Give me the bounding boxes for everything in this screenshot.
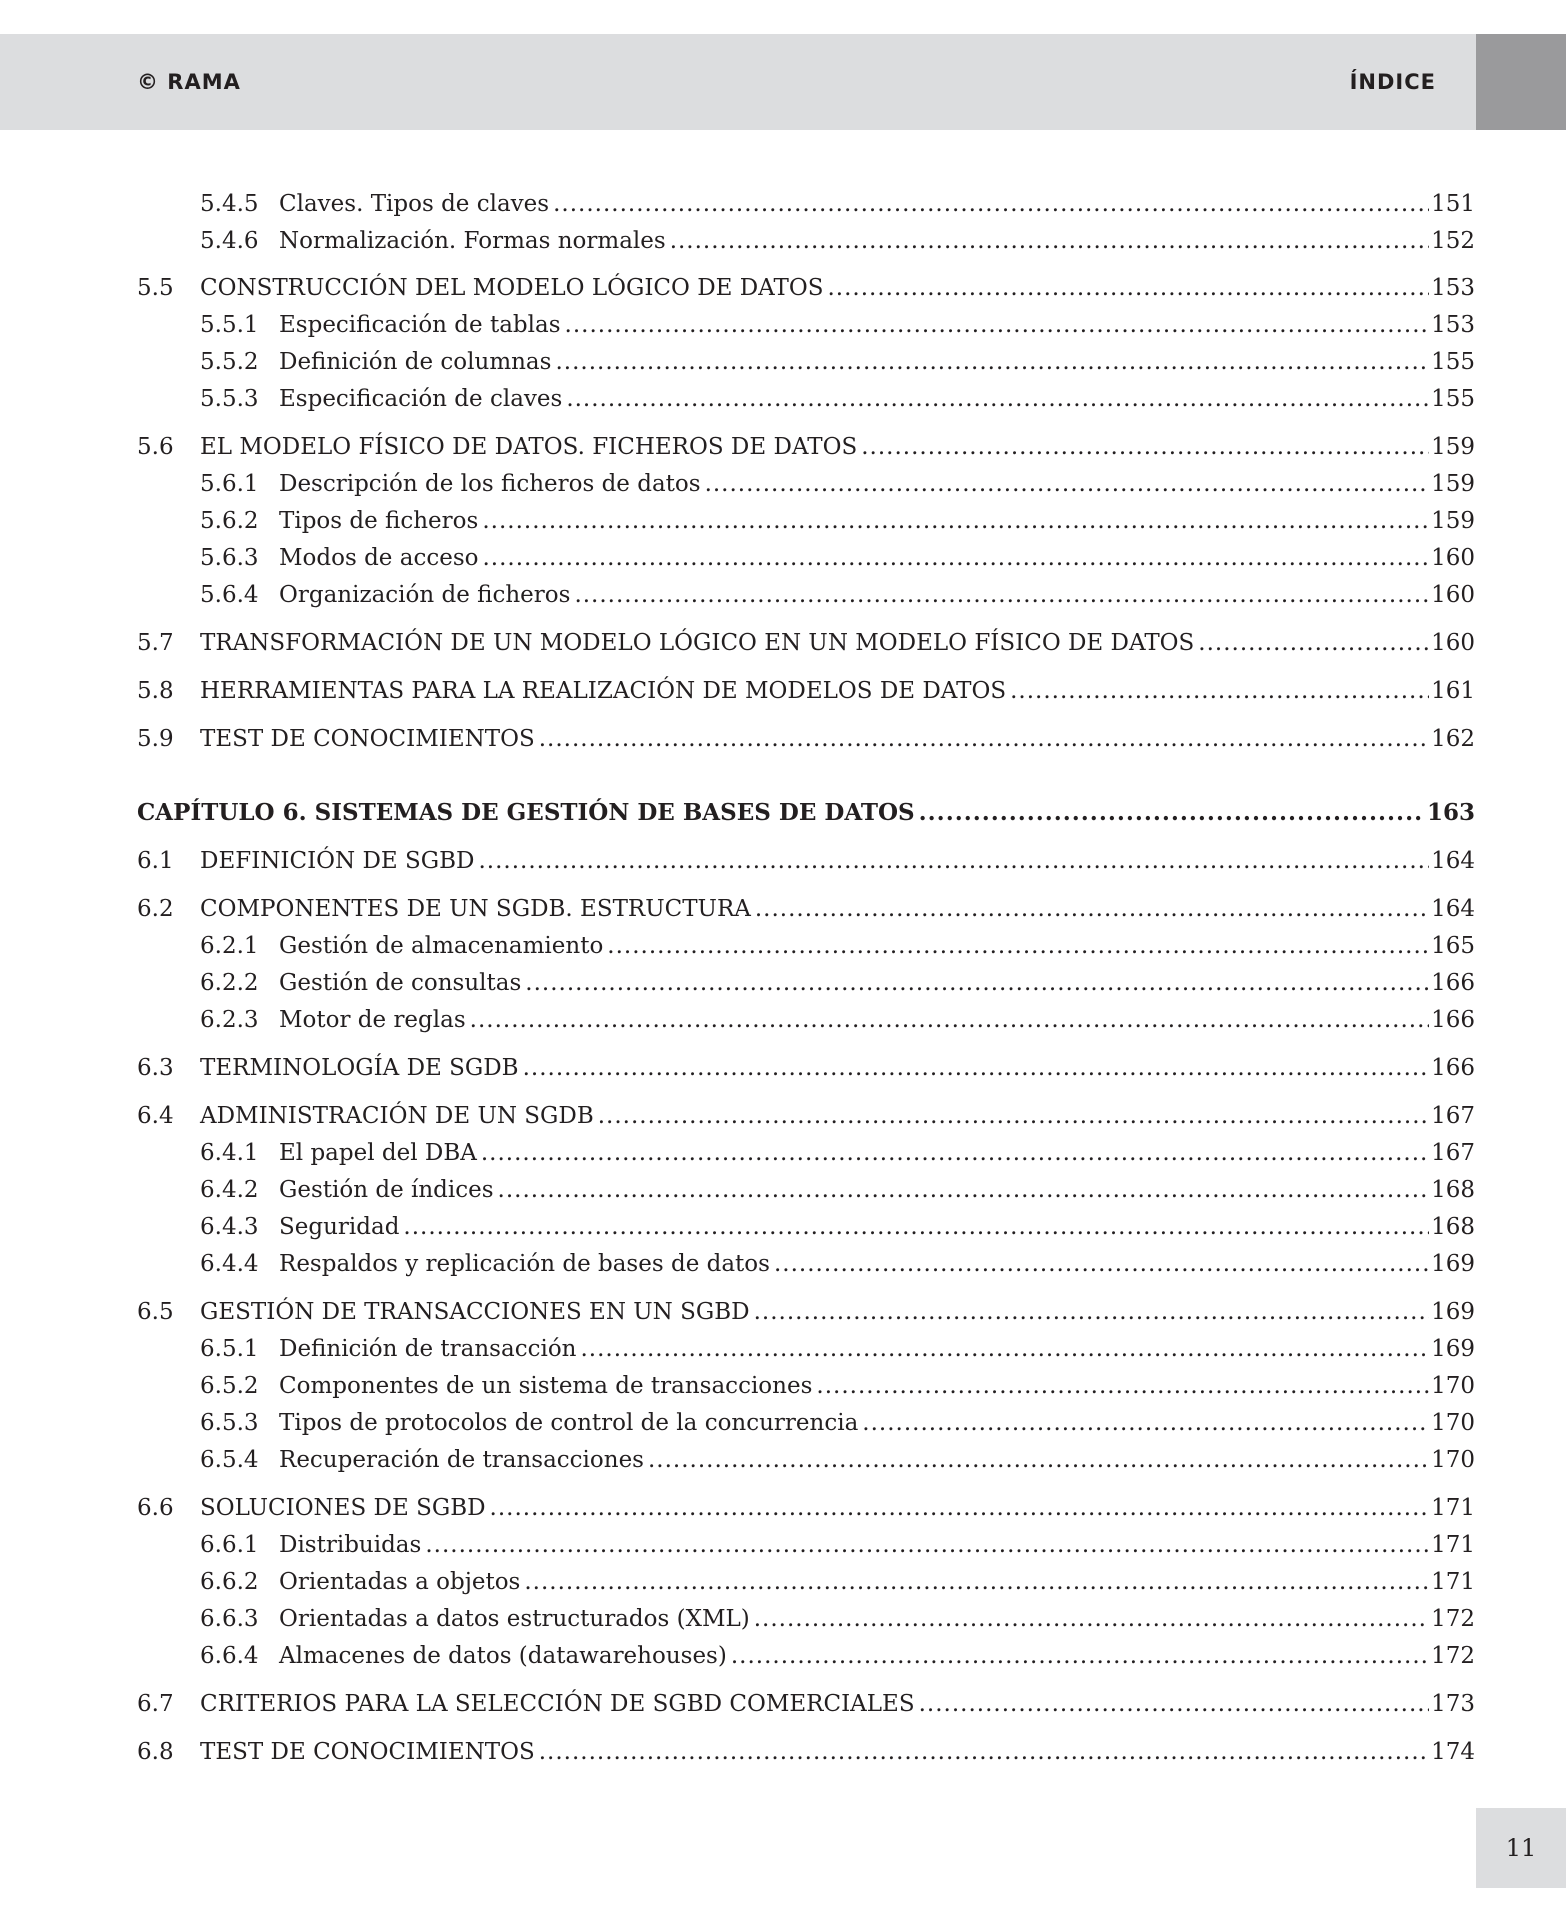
toc-entry-title: Orientadas a objetos	[279, 1569, 521, 1595]
dot-leader	[555, 345, 1429, 379]
toc-entry	[0, 187, 1566, 221]
toc-entry-page: 167	[1431, 1103, 1475, 1129]
toc-entry	[0, 1173, 1566, 1207]
toc-entry-page: 162	[1431, 726, 1475, 752]
toc-entry-number: 5.8	[137, 678, 174, 704]
toc-entry-number: 6.2	[137, 896, 174, 922]
toc-entry-number: 6.5.1	[200, 1336, 259, 1362]
toc-entry-title: El papel del DBA	[279, 1140, 477, 1166]
toc-entry-page: 155	[1431, 386, 1475, 412]
toc-entry-page: 152	[1431, 228, 1475, 254]
dot-leader	[670, 224, 1429, 258]
toc-entry-title: Motor de reglas	[279, 1007, 466, 1033]
toc-entry-number: 6.4.4	[200, 1251, 259, 1277]
toc-entry-number: 6.6	[137, 1495, 174, 1521]
dot-leader	[482, 541, 1429, 575]
toc-entry	[0, 1295, 1566, 1329]
toc-entry-page: 153	[1431, 312, 1475, 338]
toc-entry	[0, 1687, 1566, 1721]
toc-entry-page: 171	[1431, 1569, 1475, 1595]
toc-entry	[0, 1003, 1566, 1037]
toc-entry-title: CONSTRUCCIÓN DEL MODELO LÓGICO DE DATOS	[200, 275, 824, 301]
toc-entry-number: 6.5.3	[200, 1410, 259, 1436]
dot-leader	[1198, 626, 1429, 660]
running-header-section: ÍNDICE	[1349, 70, 1436, 94]
toc-entry-page: 170	[1431, 1373, 1475, 1399]
toc-entry	[0, 1051, 1566, 1085]
dot-leader	[862, 1406, 1429, 1440]
toc-entry-title: GESTIÓN DE TRANSACCIONES EN UN SGBD	[200, 1299, 750, 1325]
toc-entry-number: 5.5	[137, 275, 174, 301]
toc-entry-title: TERMINOLOGÍA DE SGDB	[200, 1055, 519, 1081]
toc-entry	[0, 541, 1566, 575]
toc-entry-title: Recuperación de transacciones	[279, 1447, 644, 1473]
toc-entry-number: 5.5.3	[200, 386, 259, 412]
toc-entry-number: 6.1	[137, 848, 174, 874]
toc-entry	[0, 892, 1566, 926]
toc-entry-page: 168	[1431, 1177, 1475, 1203]
toc-entry-number: 5.6.4	[200, 582, 259, 608]
running-header-publisher: © RAMA	[137, 70, 241, 94]
toc-entry	[0, 1528, 1566, 1562]
toc-entry-page: 160	[1431, 582, 1475, 608]
toc-entry-page: 160	[1431, 545, 1475, 571]
toc-entry	[0, 1639, 1566, 1673]
toc-entry-title: HERRAMIENTAS PARA LA REALIZACIÓN DE MODELOS DE DATOS	[200, 678, 1007, 704]
toc-entry-number: 6.6.4	[200, 1643, 259, 1669]
toc-entry-number: 6.5.4	[200, 1447, 259, 1473]
toc-entry-number: 5.6	[137, 434, 174, 460]
toc-entry-number: 5.5.1	[200, 312, 259, 338]
toc-entry-title: CRITERIOS PARA LA SELECCIÓN DE SGBD COMERCIALES	[200, 1691, 915, 1717]
dot-leader	[919, 796, 1425, 830]
toc-entry-title: Gestión de consultas	[279, 970, 522, 996]
dot-leader	[482, 504, 1429, 538]
toc-entry-page: 168	[1431, 1214, 1475, 1240]
toc-entry	[0, 1491, 1566, 1525]
dot-leader	[470, 1003, 1429, 1037]
toc-entry	[0, 430, 1566, 464]
dot-leader	[539, 1735, 1429, 1769]
toc-entry-page: 165	[1431, 933, 1475, 959]
dot-leader	[705, 467, 1430, 501]
toc-entry-number: 6.5	[137, 1299, 174, 1325]
toc-entry-page: 164	[1431, 896, 1475, 922]
toc-entry-number: 5.5.2	[200, 349, 259, 375]
toc-entry-title: Definición de columnas	[279, 349, 552, 375]
toc-entry-number: 6.6.2	[200, 1569, 259, 1595]
toc-entry-number: 5.6.2	[200, 508, 259, 534]
toc-entry-title: EL MODELO FÍSICO DE DATOS. FICHEROS DE DATOS	[200, 434, 858, 460]
toc-entry-title: Almacenes de datos (datawarehouses)	[279, 1643, 727, 1669]
toc-entry-page: 159	[1431, 434, 1475, 460]
toc-entry-number: 6.6.1	[200, 1532, 259, 1558]
toc-entry	[0, 1602, 1566, 1636]
toc-entry-page: 174	[1431, 1739, 1475, 1765]
toc-entry-page: 151	[1431, 191, 1475, 217]
toc-entry-page: 161	[1431, 678, 1475, 704]
toc-entry-title: Organización de ficheros	[279, 582, 571, 608]
dot-leader	[607, 929, 1429, 963]
toc-entry-title: Especificación de tablas	[279, 312, 561, 338]
dot-leader	[774, 1247, 1429, 1281]
toc-entry-page: 160	[1431, 630, 1475, 656]
dot-leader	[425, 1528, 1429, 1562]
toc-entry-number: 5.4.6	[200, 228, 259, 254]
toc-entry	[0, 1369, 1566, 1403]
toc-entry-title: Tipos de protocolos de control de la concurrencia	[279, 1410, 859, 1436]
toc-entry-page: 169	[1431, 1251, 1475, 1277]
dot-leader	[731, 1639, 1429, 1673]
dot-leader	[524, 1565, 1429, 1599]
toc-entry-title: Descripción de los ficheros de datos	[279, 471, 701, 497]
toc-entry-number: 6.2.2	[200, 970, 259, 996]
toc-entry-number: 6.4	[137, 1103, 174, 1129]
toc-entry-page: 171	[1431, 1495, 1475, 1521]
toc-entry-page: 166	[1431, 970, 1475, 996]
dot-leader	[553, 187, 1429, 221]
toc-entry-number: 6.5.2	[200, 1373, 259, 1399]
dot-leader	[580, 1332, 1429, 1366]
toc-entry-number: 6.6.3	[200, 1606, 259, 1632]
dot-leader	[754, 1295, 1430, 1329]
dot-leader	[861, 430, 1429, 464]
toc-entry	[0, 1565, 1566, 1599]
toc-entry-page: 155	[1431, 349, 1475, 375]
dot-leader	[1010, 674, 1429, 708]
toc-entry-number: 6.7	[137, 1691, 174, 1717]
toc-entry-title: Seguridad	[279, 1214, 400, 1240]
toc-entry-title: Tipos de ficheros	[279, 508, 479, 534]
toc-entry-title: SOLUCIONES DE SGBD	[200, 1495, 486, 1521]
toc-entry-page: 170	[1431, 1447, 1475, 1473]
toc-entry-number: 5.4.5	[200, 191, 259, 217]
toc-entry	[0, 504, 1566, 538]
toc-entry-page: 169	[1431, 1336, 1475, 1362]
toc-entry	[0, 345, 1566, 379]
dot-leader	[565, 308, 1430, 342]
toc-entry	[0, 382, 1566, 416]
dot-leader	[478, 844, 1429, 878]
toc-entry-title: TEST DE CONOCIMIENTOS	[200, 726, 535, 752]
toc-chapter-heading	[0, 796, 1566, 830]
dot-leader	[919, 1687, 1429, 1721]
toc-entry-page: 171	[1431, 1532, 1475, 1558]
toc-entry	[0, 224, 1566, 258]
page-number: 11	[1505, 1834, 1537, 1862]
toc-entry-number: 6.4.1	[200, 1140, 259, 1166]
toc-entry	[0, 1136, 1566, 1170]
dot-leader	[525, 966, 1429, 1000]
toc-entry-title: Orientadas a datos estructurados (XML)	[279, 1606, 750, 1632]
dot-leader	[539, 722, 1429, 756]
toc-entry-number: 5.7	[137, 630, 174, 656]
toc-entry-page: 169	[1431, 1299, 1475, 1325]
toc-entry	[0, 1443, 1566, 1477]
toc-entry-number: 6.2.1	[200, 933, 259, 959]
toc-entry	[0, 308, 1566, 342]
toc-entry	[0, 1406, 1566, 1440]
toc-entry-number: 6.8	[137, 1739, 174, 1765]
toc-entry	[0, 626, 1566, 660]
toc-entry-page: 172	[1431, 1643, 1475, 1669]
toc-entry	[0, 674, 1566, 708]
toc-entry-title: ADMINISTRACIÓN DE UN SGDB	[200, 1103, 594, 1129]
toc-entry-title: Respaldos y replicación de bases de datos	[279, 1251, 770, 1277]
toc-entry-title: Gestión de índices	[279, 1177, 494, 1203]
toc-entry-page: 159	[1431, 508, 1475, 534]
toc-chapter-title: CAPÍTULO 6. SISTEMAS DE GESTIÓN DE BASES DE DATOS	[137, 799, 915, 826]
dot-leader	[481, 1136, 1429, 1170]
toc-entry-number: 5.6.3	[200, 545, 259, 571]
dot-leader	[574, 578, 1429, 612]
toc-entry-page: 164	[1431, 848, 1475, 874]
toc-entry	[0, 966, 1566, 1000]
toc-entry-title: Modos de acceso	[279, 545, 479, 571]
toc-entry	[0, 578, 1566, 612]
dot-leader	[816, 1369, 1429, 1403]
toc-entry-page: 163	[1426, 799, 1475, 826]
toc-entry	[0, 1099, 1566, 1133]
toc-entry	[0, 1247, 1566, 1281]
toc-entry-page: 153	[1431, 275, 1475, 301]
toc-entry-number: 6.3	[137, 1055, 174, 1081]
toc-entry-page: 167	[1431, 1140, 1475, 1166]
toc-entry-page: 170	[1431, 1410, 1475, 1436]
toc-entry-title: Normalización. Formas normales	[279, 228, 666, 254]
toc-entry-number: 6.4.2	[200, 1177, 259, 1203]
toc-entry-page: 159	[1431, 471, 1475, 497]
toc-entry-title: Componentes de un sistema de transacciones	[279, 1373, 813, 1399]
dot-leader	[754, 1602, 1429, 1636]
dot-leader	[755, 892, 1429, 926]
toc-entry-title: Especificación de claves	[279, 386, 563, 412]
dot-leader	[523, 1051, 1430, 1085]
toc-entry-page: 173	[1431, 1691, 1475, 1717]
dot-leader	[490, 1491, 1430, 1525]
toc-entry	[0, 1332, 1566, 1366]
toc-entry-page: 166	[1431, 1007, 1475, 1033]
toc-entry-page: 172	[1431, 1606, 1475, 1632]
toc-entry	[0, 844, 1566, 878]
toc-entry-number: 5.9	[137, 726, 174, 752]
toc-entry	[0, 722, 1566, 756]
toc-entry	[0, 1735, 1566, 1769]
toc-entry	[0, 271, 1566, 305]
toc-entry	[0, 929, 1566, 963]
toc-entry-title: Claves. Tipos de claves	[279, 191, 550, 217]
dot-leader	[827, 271, 1429, 305]
dot-leader	[566, 382, 1429, 416]
toc-entry-title: Distribuidas	[279, 1532, 422, 1558]
dot-leader	[598, 1099, 1429, 1133]
toc-entry	[0, 1210, 1566, 1244]
toc-entry-title: Gestión de almacenamiento	[279, 933, 604, 959]
dot-leader	[498, 1173, 1430, 1207]
dot-leader	[648, 1443, 1429, 1477]
toc-entry	[0, 467, 1566, 501]
toc-entry-title: Definición de transacción	[279, 1336, 577, 1362]
toc-entry-page: 166	[1431, 1055, 1475, 1081]
toc-entry-number: 6.2.3	[200, 1007, 259, 1033]
toc-entry-title: COMPONENTES DE UN SGDB. ESTRUCTURA	[200, 896, 751, 922]
dot-leader	[403, 1210, 1429, 1244]
toc-entry-number: 5.6.1	[200, 471, 259, 497]
toc-entry-number: 6.4.3	[200, 1214, 259, 1240]
toc-entry-title: TRANSFORMACIÓN DE UN MODELO LÓGICO EN UN MODELO FÍSICO DE DATOS	[200, 630, 1195, 656]
toc-entry-title: DEFINICIÓN DE SGBD	[200, 848, 475, 874]
toc-entry-title: TEST DE CONOCIMIENTOS	[200, 1739, 535, 1765]
